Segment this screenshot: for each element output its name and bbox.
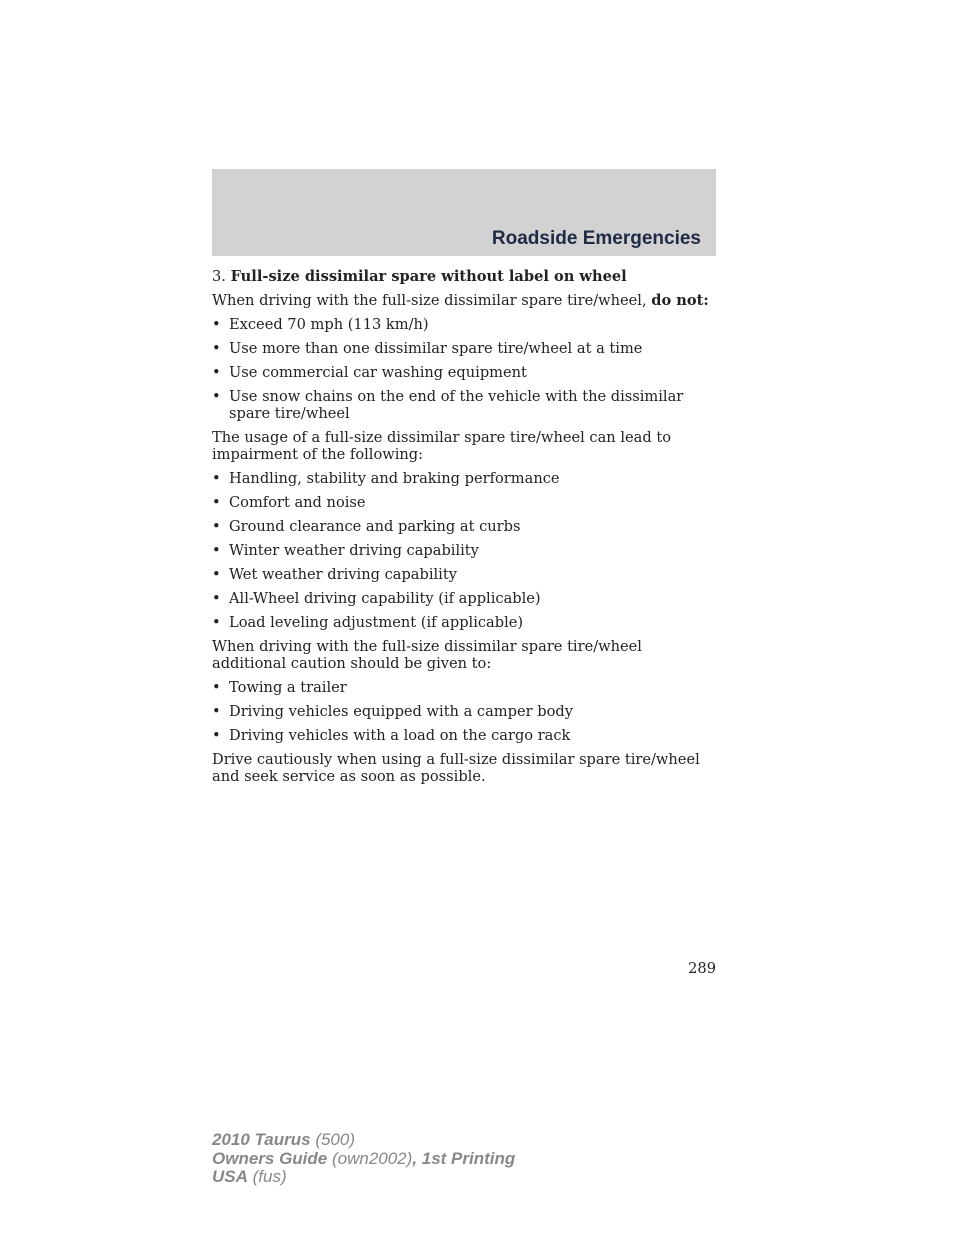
list-item bbox=[212, 340, 716, 357]
bullet-icon: • bbox=[212, 518, 221, 535]
footer-printing: , 1st Printing bbox=[412, 1148, 516, 1168]
bullet-icon: • bbox=[212, 566, 221, 583]
bullet-icon: • bbox=[212, 470, 221, 487]
list-item bbox=[212, 590, 716, 607]
list-item bbox=[212, 316, 716, 333]
impairment-list bbox=[212, 470, 716, 631]
bullet-icon: • bbox=[212, 679, 221, 696]
intro-text: When driving with the full-size dissimilar spare tire/wheel, bbox=[212, 292, 647, 309]
list-item bbox=[212, 388, 716, 422]
intro-emphasis: do not: bbox=[651, 292, 709, 309]
footer-guide-code: (own2002) bbox=[327, 1148, 413, 1168]
list-item bbox=[212, 614, 716, 631]
caution-list bbox=[212, 679, 716, 744]
footer-guide: Owners Guide bbox=[212, 1148, 328, 1168]
footer-market-code: (fus) bbox=[247, 1167, 287, 1186]
subsection-heading bbox=[212, 268, 716, 285]
list-item bbox=[212, 518, 716, 535]
bullet-icon: • bbox=[212, 727, 221, 744]
footer-market: USA bbox=[212, 1167, 248, 1186]
bullet-icon: • bbox=[212, 494, 221, 511]
list-item-text: All-Wheel driving capability (if applicable) bbox=[229, 590, 541, 607]
list-item-text: Use commercial car washing equipment bbox=[229, 364, 527, 381]
footer-model-code: (500) bbox=[310, 1130, 356, 1149]
do-not-list bbox=[212, 316, 716, 422]
list-item-text: Exceed 70 mph (113 km/h) bbox=[229, 316, 429, 333]
list-item bbox=[212, 364, 716, 381]
list-item-text: Winter weather driving capability bbox=[229, 542, 479, 559]
document-footer bbox=[212, 1131, 515, 1187]
bullet-icon: • bbox=[212, 703, 221, 720]
list-item-text: Towing a trailer bbox=[229, 679, 347, 696]
bullet-icon: • bbox=[212, 340, 221, 357]
bullet-icon: • bbox=[212, 590, 221, 607]
list-item-text: Use more than one dissimilar spare tire/wheel at a time bbox=[229, 340, 643, 357]
list-item bbox=[212, 703, 716, 720]
closing-paragraph: Drive cautiously when using a full-size dissimilar spare tire/wheel and seek service as soon as possible. bbox=[212, 751, 700, 785]
list-item-text: Wet weather driving capability bbox=[229, 566, 457, 583]
list-item-text: Use snow chains on the end of the vehicle with the dissimilar spare tire/wheel bbox=[229, 388, 684, 422]
page-content bbox=[212, 268, 716, 792]
bullet-icon: • bbox=[212, 614, 221, 631]
list-item-text: Driving vehicles with a load on the cargo rack bbox=[229, 727, 571, 744]
bullet-icon: • bbox=[212, 388, 221, 405]
section-header-band bbox=[212, 169, 716, 256]
page-number: 289 bbox=[688, 960, 716, 977]
bullet-icon: • bbox=[212, 364, 221, 381]
list-item-text: Driving vehicles equipped with a camper body bbox=[229, 703, 573, 720]
footer-line-model bbox=[212, 1131, 515, 1150]
footer-model: 2010 Taurus bbox=[212, 1130, 311, 1149]
bullet-icon: • bbox=[212, 542, 221, 559]
intro-paragraph bbox=[212, 292, 716, 309]
caution-paragraph: When driving with the full-size dissimilar spare tire/wheel additional caution should be given to: bbox=[212, 638, 642, 672]
list-item-text: Ground clearance and parking at curbs bbox=[229, 518, 521, 535]
list-item bbox=[212, 727, 716, 744]
list-item bbox=[212, 679, 716, 696]
list-item-text: Handling, stability and braking performance bbox=[229, 470, 560, 487]
list-item-text: Comfort and noise bbox=[229, 494, 366, 511]
list-item bbox=[212, 566, 716, 583]
subsection-number: 3. bbox=[212, 268, 226, 285]
impairment-paragraph: The usage of a full-size dissimilar spare tire/wheel can lead to impairment of the following: bbox=[212, 429, 671, 463]
list-item bbox=[212, 470, 716, 487]
bullet-icon: • bbox=[212, 316, 221, 333]
list-item bbox=[212, 494, 716, 511]
list-item-text: Load leveling adjustment (if applicable) bbox=[229, 614, 524, 631]
footer-line-market bbox=[212, 1168, 515, 1187]
subsection-title: Full-size dissimilar spare without label on wheel bbox=[230, 268, 627, 285]
list-item bbox=[212, 542, 716, 559]
section-title: Roadside Emergencies bbox=[491, 228, 701, 249]
footer-line-guide bbox=[212, 1150, 515, 1169]
